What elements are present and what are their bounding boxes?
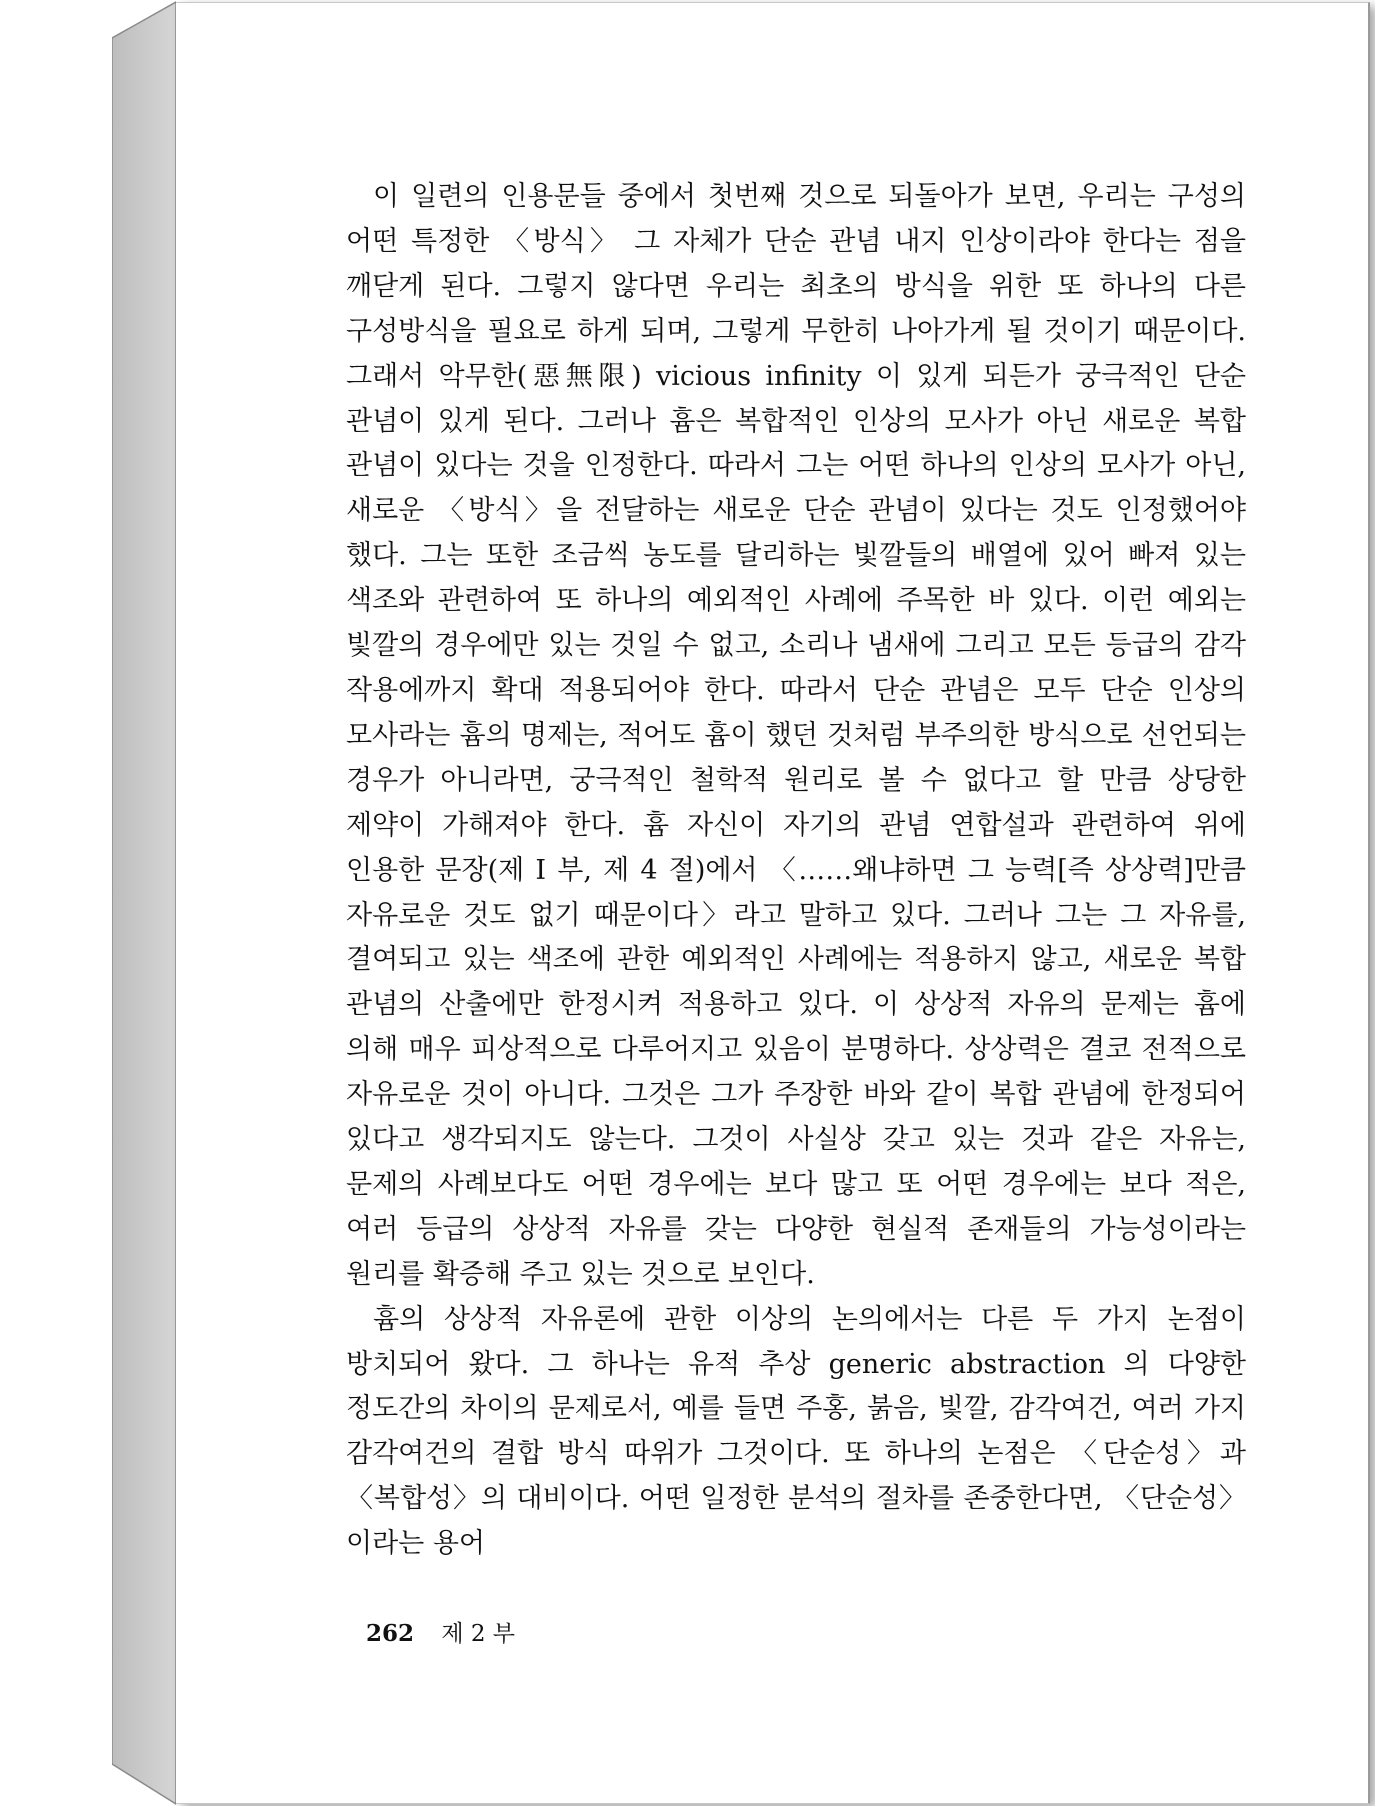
paragraph-1: 이 일련의 인용문들 중에서 첫번째 것으로 되돌아가 보면, 우리는 구성의 어떤 특정한 〈방식〉 그 자체가 단순 관념 내지 인상이라야 한다는 점을 깨닫게 된다. 그렇지 않다면 우리는 최초의 방식을 위한 또 하나의 다른 구성방식을 필요로 하게 되며, 그렇게 무한히 나아가게 될 것이기 때문이다. 그래서 악무한(惡無限) vicious infinity 이 있게 되든가 궁극적인 단순 관념이 있게 된다. 그러나 흄은 복합적인 인상의 모사가 아닌 새로운 복합 관념이 있다는 것을 인정한다. 따라서 그는 어떤 하나의 인상의 모사가 아닌, 새로운 〈방식〉을 전달하는 새로운 단순 관념이 있다는 것도 인정했어야 했다. 그는 또한 조금씩 농도를 달리하는 빛깔들의 배열에 있어 빠져 있는 색조와 관련하여 또 하나의 예외적인 사례에 주목한 바 있다. 이런 예외는 빛깔의 경우에만 있는 것일 수 없고, 소리나 냄새에 그리고 모든 등급의 감각 작용에까지 확대 적용되어야 한다. 따라서 단순 관념은 모두 단순 인상의 모사라는 흄의 명제는, 적어도 흄이 했던 것처럼 부주의한 방식으로 선언되는 경우가 아니라면, 궁극적인 철학적 원리로 볼 수 없다고 할 만큼 상당한 제약이 가해져야 한다. 흄 자신이 자기의 관념 연합설과 관련하여 위에 인용한 문장(제 I 부, 제 4 절)에서 〈……왜냐하면 그 능력[즉 상상력]만큼 자유로운 것도 없기 때문이다〉라고 말하고 있다. 그러나 그는 그 자유를, 결여되고 있는 색조에 관한 예외적인 사례에는 적용하지 않고, 새로운 복합 관념의 산출에만 한정시켜 적용하고 있다. 이 상상적 자유의 문제는 흄에 의해 매우 피상적으로 다루어지고 있음이 분명하다. 상상력은 결코 전적으로 자유로운 것이 아니다. 그것은 그가 주장한 바와 같이 복합 관념에 한정되어 있다고 생각되지도 않는다. 그것이 사실상 갖고 있는 것과 같은 자유는, 문제의 사례보다도 어떤 경우에는 보다 많고 또 어떤 경우에는 보다 적은, 여러 등급의 상상적 자유를 갖는 다양한 현실적 존재들의 가능성이라는 원리를 확증해 주고 있는 것으로 보인다. — [346, 181, 1246, 1290]
page-body-text — [346, 175, 1246, 1567]
book-page — [176, 2, 1370, 1804]
page-footer — [366, 1615, 515, 1648]
page-number: 262 — [366, 1620, 415, 1647]
part-label: 제 2 부 — [441, 1621, 516, 1647]
book-spine — [112, 0, 176, 1806]
paragraph-2: 흄의 상상적 자유론에 관한 이상의 논의에서는 다른 두 가지 논점이 방치되어 왔다. 그 하나는 유적 추상 generic abstraction 의 다양한 정도간의 차이의 문제로서, 예를 들면 주홍, 붉음, 빛깔, 감각여건, 여러 가지 감각여건의 결합 방식 따위가 그것이다. 또 하나의 논점은 〈단순성〉과 〈복합성〉의 대비이다. 어떤 일정한 분석의 절차를 존중한다면, 〈단순성〉이라는 용어 — [346, 1303, 1246, 1560]
book-spine-shape — [112, 0, 176, 1806]
